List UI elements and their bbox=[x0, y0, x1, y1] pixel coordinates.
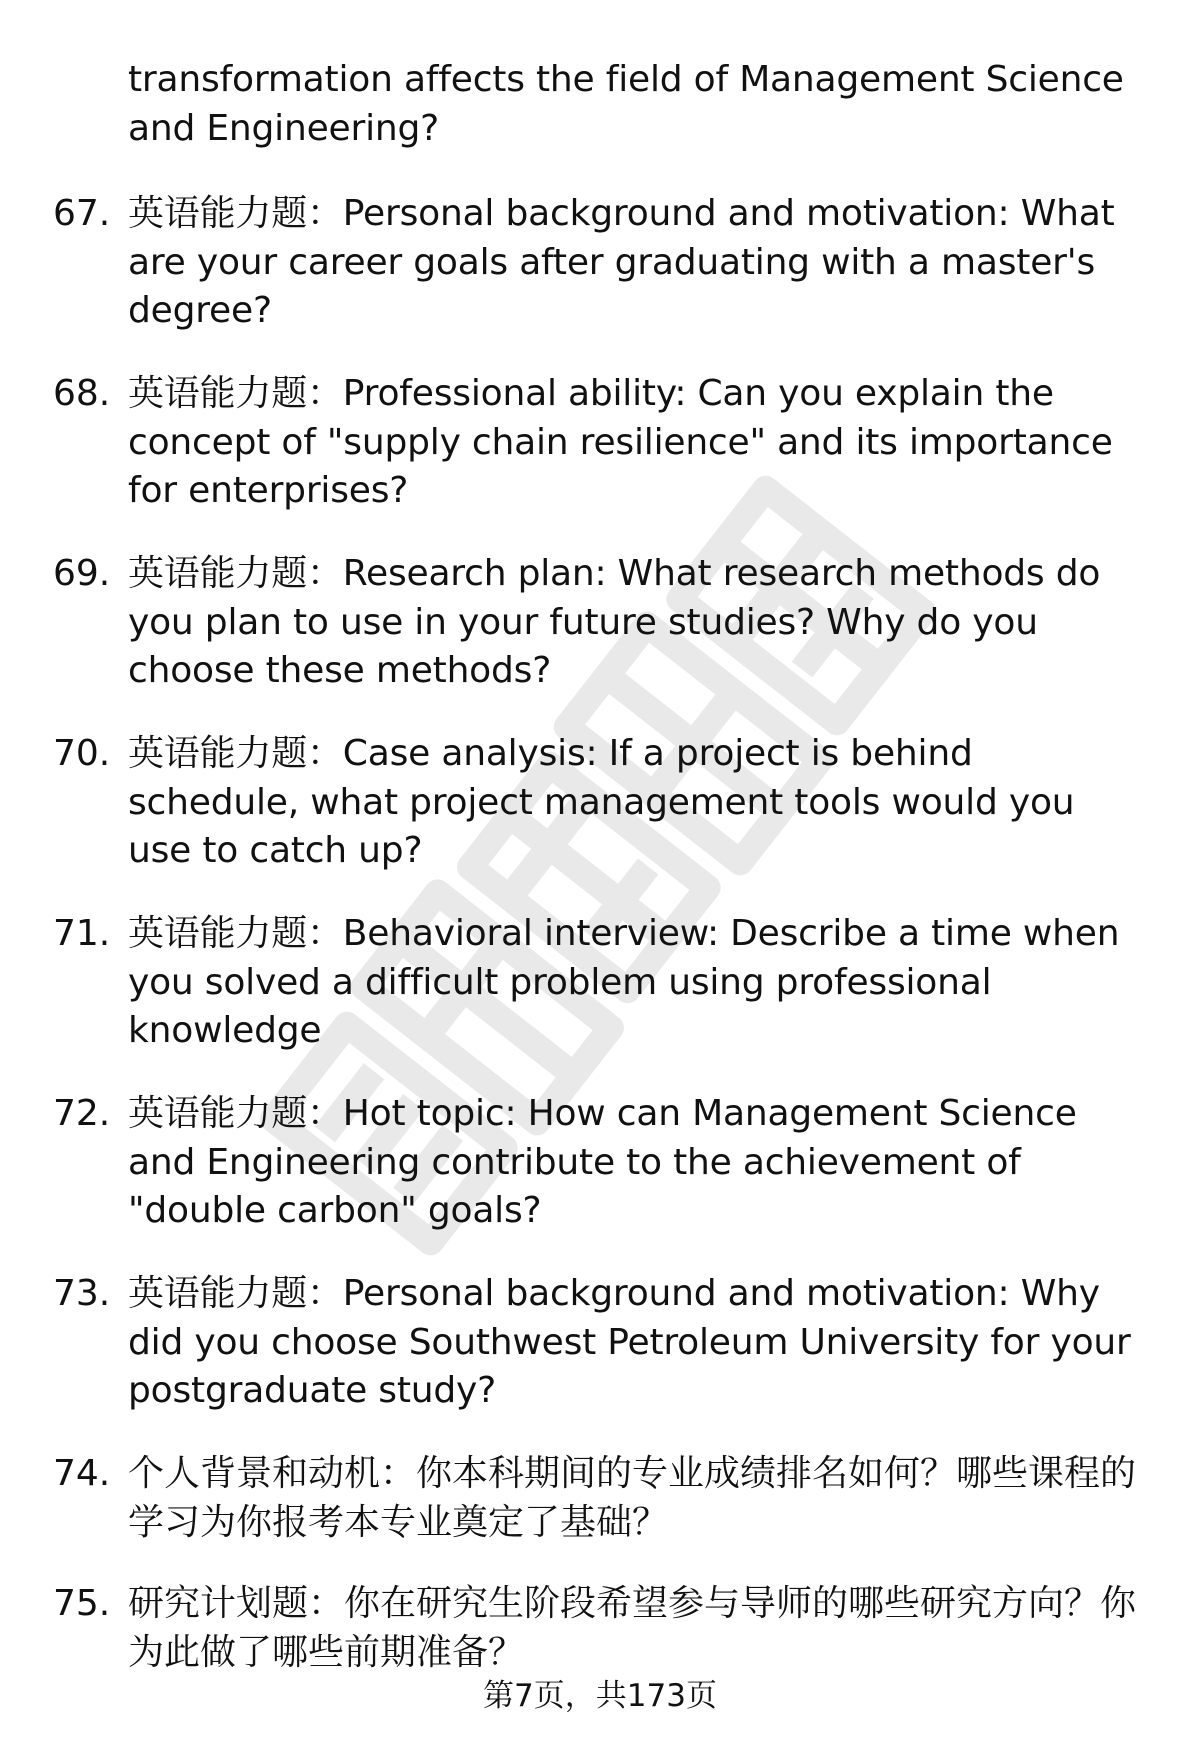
question-number: 70. bbox=[53, 733, 111, 774]
question-text: 研究计划题：你在研究生阶段希望参与导师的哪些研究方向？你为此做了哪些前期准备？ bbox=[128, 1583, 1137, 1673]
question-text: 英语能力题：Personal background and motivation: Why did you choose Southwest Petroleum University for your postgraduate study? bbox=[128, 1273, 1131, 1411]
question-text: 英语能力题：Personal background and motivation: What are your career goals after graduating with a master's degree? bbox=[128, 193, 1115, 331]
question-number: 67. bbox=[53, 193, 111, 234]
question-text: 英语能力题：Case analysis: If a project is behind schedule, what project management tools would you use to catch up? bbox=[128, 733, 1075, 871]
question-number: 75. bbox=[53, 1583, 111, 1624]
page-footer: 第7页，共173页 bbox=[483, 1678, 717, 1714]
question-number: 69. bbox=[53, 553, 111, 594]
question-text: 个人背景和动机：你本科期间的专业成绩排名如何？哪些课程的学习为你报考本专业奠定了基础？ bbox=[128, 1453, 1137, 1543]
question-text: 英语能力题：Hot topic: How can Management Science and Engineering contribute to the achievement of "double carbon" goals? bbox=[128, 1093, 1077, 1231]
question-number: 68. bbox=[53, 373, 111, 414]
question-number: 71. bbox=[53, 913, 111, 954]
question-text: 英语能力题：Behavioral interview: Describe a time when you solved a difficult problem using professional knowledge bbox=[128, 913, 1120, 1051]
question-number: 73. bbox=[53, 1273, 111, 1314]
question-text: 英语能力题：Professional ability: Can you explain the concept of "supply chain resilience" and its importance for enterprises? bbox=[128, 373, 1113, 511]
question-number: 74. bbox=[53, 1453, 111, 1494]
question-text: 英语能力题：Research plan: What research methods do you plan to use in your future studies? Why do you choose these methods? bbox=[128, 553, 1101, 691]
continuation-text: transformation affects the field of Management Science and Engineering? bbox=[128, 59, 1124, 149]
question-number: 72. bbox=[53, 1093, 111, 1134]
